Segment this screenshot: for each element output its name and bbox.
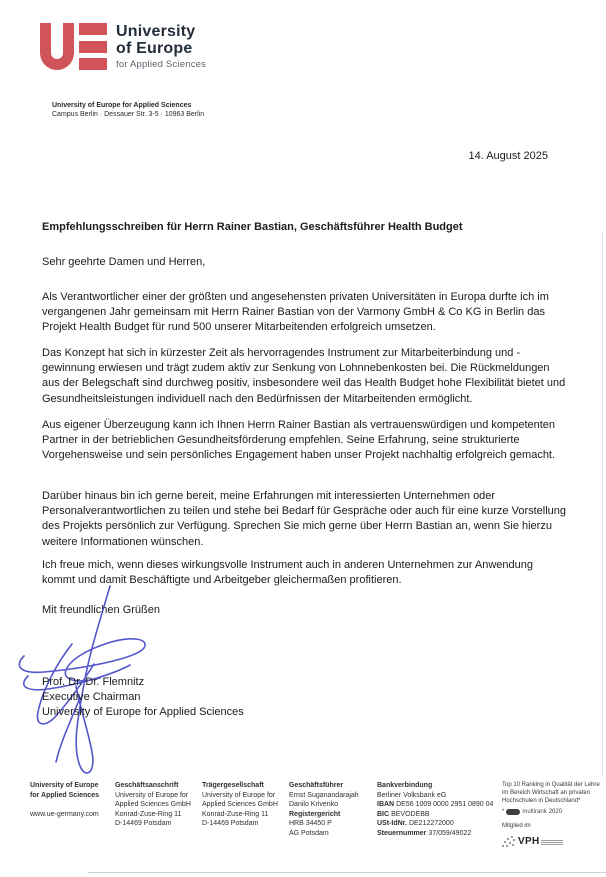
logo-e-bar [79,23,107,35]
ue-logo [40,23,206,70]
footer-tax-line [377,829,499,839]
footer-carrier-column [202,781,287,829]
multirank-label: multirank [522,809,547,815]
footer-heading-bankverbindung: Bankverbindung [377,782,433,789]
footer-business-address-column [115,781,200,829]
signer-organization: University of Europe for Applied Sciences [42,706,244,719]
iban-label: IBAN [377,801,395,808]
sender-address-block [52,101,204,119]
vat-value: DE212272000 [408,820,454,827]
tax-label: Steuernummer [377,829,427,837]
footer-heading-geschaeftsanschrift: Geschäftsanschrift [115,782,179,789]
footer-registry-line: HRB 34450 P [289,820,332,827]
footer-manager-name: Danilo Krivenko [289,801,339,808]
footer-address-line: D-14469 Potsdam [202,820,259,827]
footer-heading-geschaeftsfuehrer: Geschäftsführer [289,782,344,789]
footer-address-line: Applied Sciences GmbH [115,801,191,808]
ue-logo-icon [40,23,107,70]
body-paragraph-3: Aus eigener Überzeugung kann ich Ihnen Herrn Rainer Bastian als vertrauenswürdigen und kompetenten Partner in der betrieblichen Gesundheitsförderung empfehlen. Seine Erfahrung, seine strukturierte Vorgehensweise und sein persönliches Engagement haben unser Projekt nachhaltig erfolgreich gemacht. [42,419,556,462]
u-multirank-icon [506,809,520,815]
logo-u-glyph [40,23,74,70]
logo-text-line1: University [116,23,196,40]
scan-edge [88,872,606,873]
iban-value: DE56 1009 0000 2951 0890 04 [396,801,494,808]
sender-street: Campus Berlin · Dessauer Str. 3-5 · 10963 Berlin [52,111,205,118]
footer-org-line2: for Applied Sciences [30,791,99,799]
footer-manager-name: Ernst Suganandarajah [289,791,359,799]
footer-org-line1: University of Europe [30,782,99,789]
body-paragraph-2: Das Konzept hat sich in kürzester Zeit als hervorragendes Instrument zur Mitarbeiterbindung und -gewinnung erwiesen und trägt zudem aktiv zur Senkung von Lohnnebenkosten bei. Die Rückmeldungen aus der Belegschaft sind durchweg positiv, insbesondere weil das Health Budget hohe Flexibilität bietet und Gesundheitsleistungen individuell nach den Bedürfnissen der Mitarbeitenden ermöglicht. [42,347,566,405]
ranking-text-line1: Top 10 Ranking in Qualität der Lehre [502,782,600,788]
logo-e-glyph [79,23,107,70]
logo-text-line3: for Applied Sciences [116,59,207,70]
logo-text-line2: of Europe [116,40,193,57]
closing-phrase: Mit freundlichen Grüßen [42,604,160,616]
footer-address-line: Konrad-Zuse-Ring 11 [202,810,269,818]
vph-dots-icon [502,835,516,849]
letter-date: 14. August 2025 [468,150,548,162]
logo-e-bar [79,41,107,53]
spacer [30,800,110,810]
footer-bic-line [377,810,499,820]
footer-heading-traegergesellschaft: Trägergesellschaft [202,782,264,789]
footer-management-column [289,781,374,838]
bic-value: BEVODEBB [391,810,430,818]
body-paragraph-1: Als Verantwortlicher einer der größten und angesehensten privaten Universitäten in Europa durfte ich im vergangenen Jahr gemeinsam mit Herrn Rainer Bastian von der Varmony GmbH & Co KG in Berlin das Projekt Health Budget für rund 500 unserer Mitarbeitenden erfolgreich umsetzen. [42,291,549,334]
sender-name: University of Europe for Applied Sciences [52,102,192,109]
vph-small-text-lines [541,840,563,845]
signer-name: Prof. Dr. Dr. Flemnitz [42,676,145,688]
body-paragraph-5: Ich freue mich, wenn dieses wirkungsvolle Instrument auch in anderen Unternehmen zur Anwendung kommt und damit Beschäftigte und Arbeitgeber gleichermaßen profitieren. [42,559,533,587]
ranking-text-line3: Hochschulen in Deutschland* [502,798,581,804]
member-label: Mitglied im [502,823,531,829]
ranking-year: 2020 [548,809,563,815]
logo-wordmark [116,23,206,70]
logo-e-bar [79,58,107,70]
vat-label: USt-IdNr. [377,820,407,827]
vph-logo [502,835,602,849]
ranking-text-line2: im Bereich Wirtschaft an privaten [502,790,591,796]
salutation: Sehr geehrte Damen und Herren, [42,256,206,268]
bic-label: BIC [377,810,390,818]
footer-address-line: Applied Sciences GmbH [202,801,278,808]
tax-value: 37/059/49022 [428,829,472,837]
footer-ranking-column [502,781,602,849]
scan-edge [602,232,603,777]
footer-address-line: Konrad-Zuse-Ring 11 [115,810,182,818]
footer-heading-registergericht: Registergericht [289,810,341,818]
footer-iban-line [377,800,499,810]
ranking-asterisk: * [502,809,505,815]
footer-address-line: University of Europe for [115,791,189,799]
vph-label: VPH [518,836,540,847]
footer-website-link[interactable]: www.ue-germany.com [30,810,99,818]
footer-bank-name: Berliner Volksbank eG [377,791,447,799]
subject-line: Empfehlungsschreiben für Herrn Rainer Bastian, Geschäftsführer Health Budget [42,221,463,233]
footer-registry-line: AG Potsdam [289,829,329,837]
body-paragraph-4: Darüber hinaus bin ich gerne bereit, meine Erfahrungen mit interessierten Unternehmen oder Personalverantwortlichen zu teilen und stehe bei Bedarf für Gespräche oder auch für eine kurze Vorstellung des Projekts persönlich zur Verfügung. Sprechen Sie mich gerne über Herrn Bastian an, wenn Sie hierzu weitere Informationen wünschen. [42,490,567,548]
footer-address-line: D-14469 Potsdam [115,820,172,827]
multirank-logo-row [502,808,602,816]
signer-block [42,675,244,721]
footer-address-line: University of Europe for [202,791,276,799]
footer-vat-line [377,819,499,829]
footer-org-column [30,781,110,819]
signer-title: Executive Chairman [42,691,141,704]
footer-bank-column [377,781,499,838]
